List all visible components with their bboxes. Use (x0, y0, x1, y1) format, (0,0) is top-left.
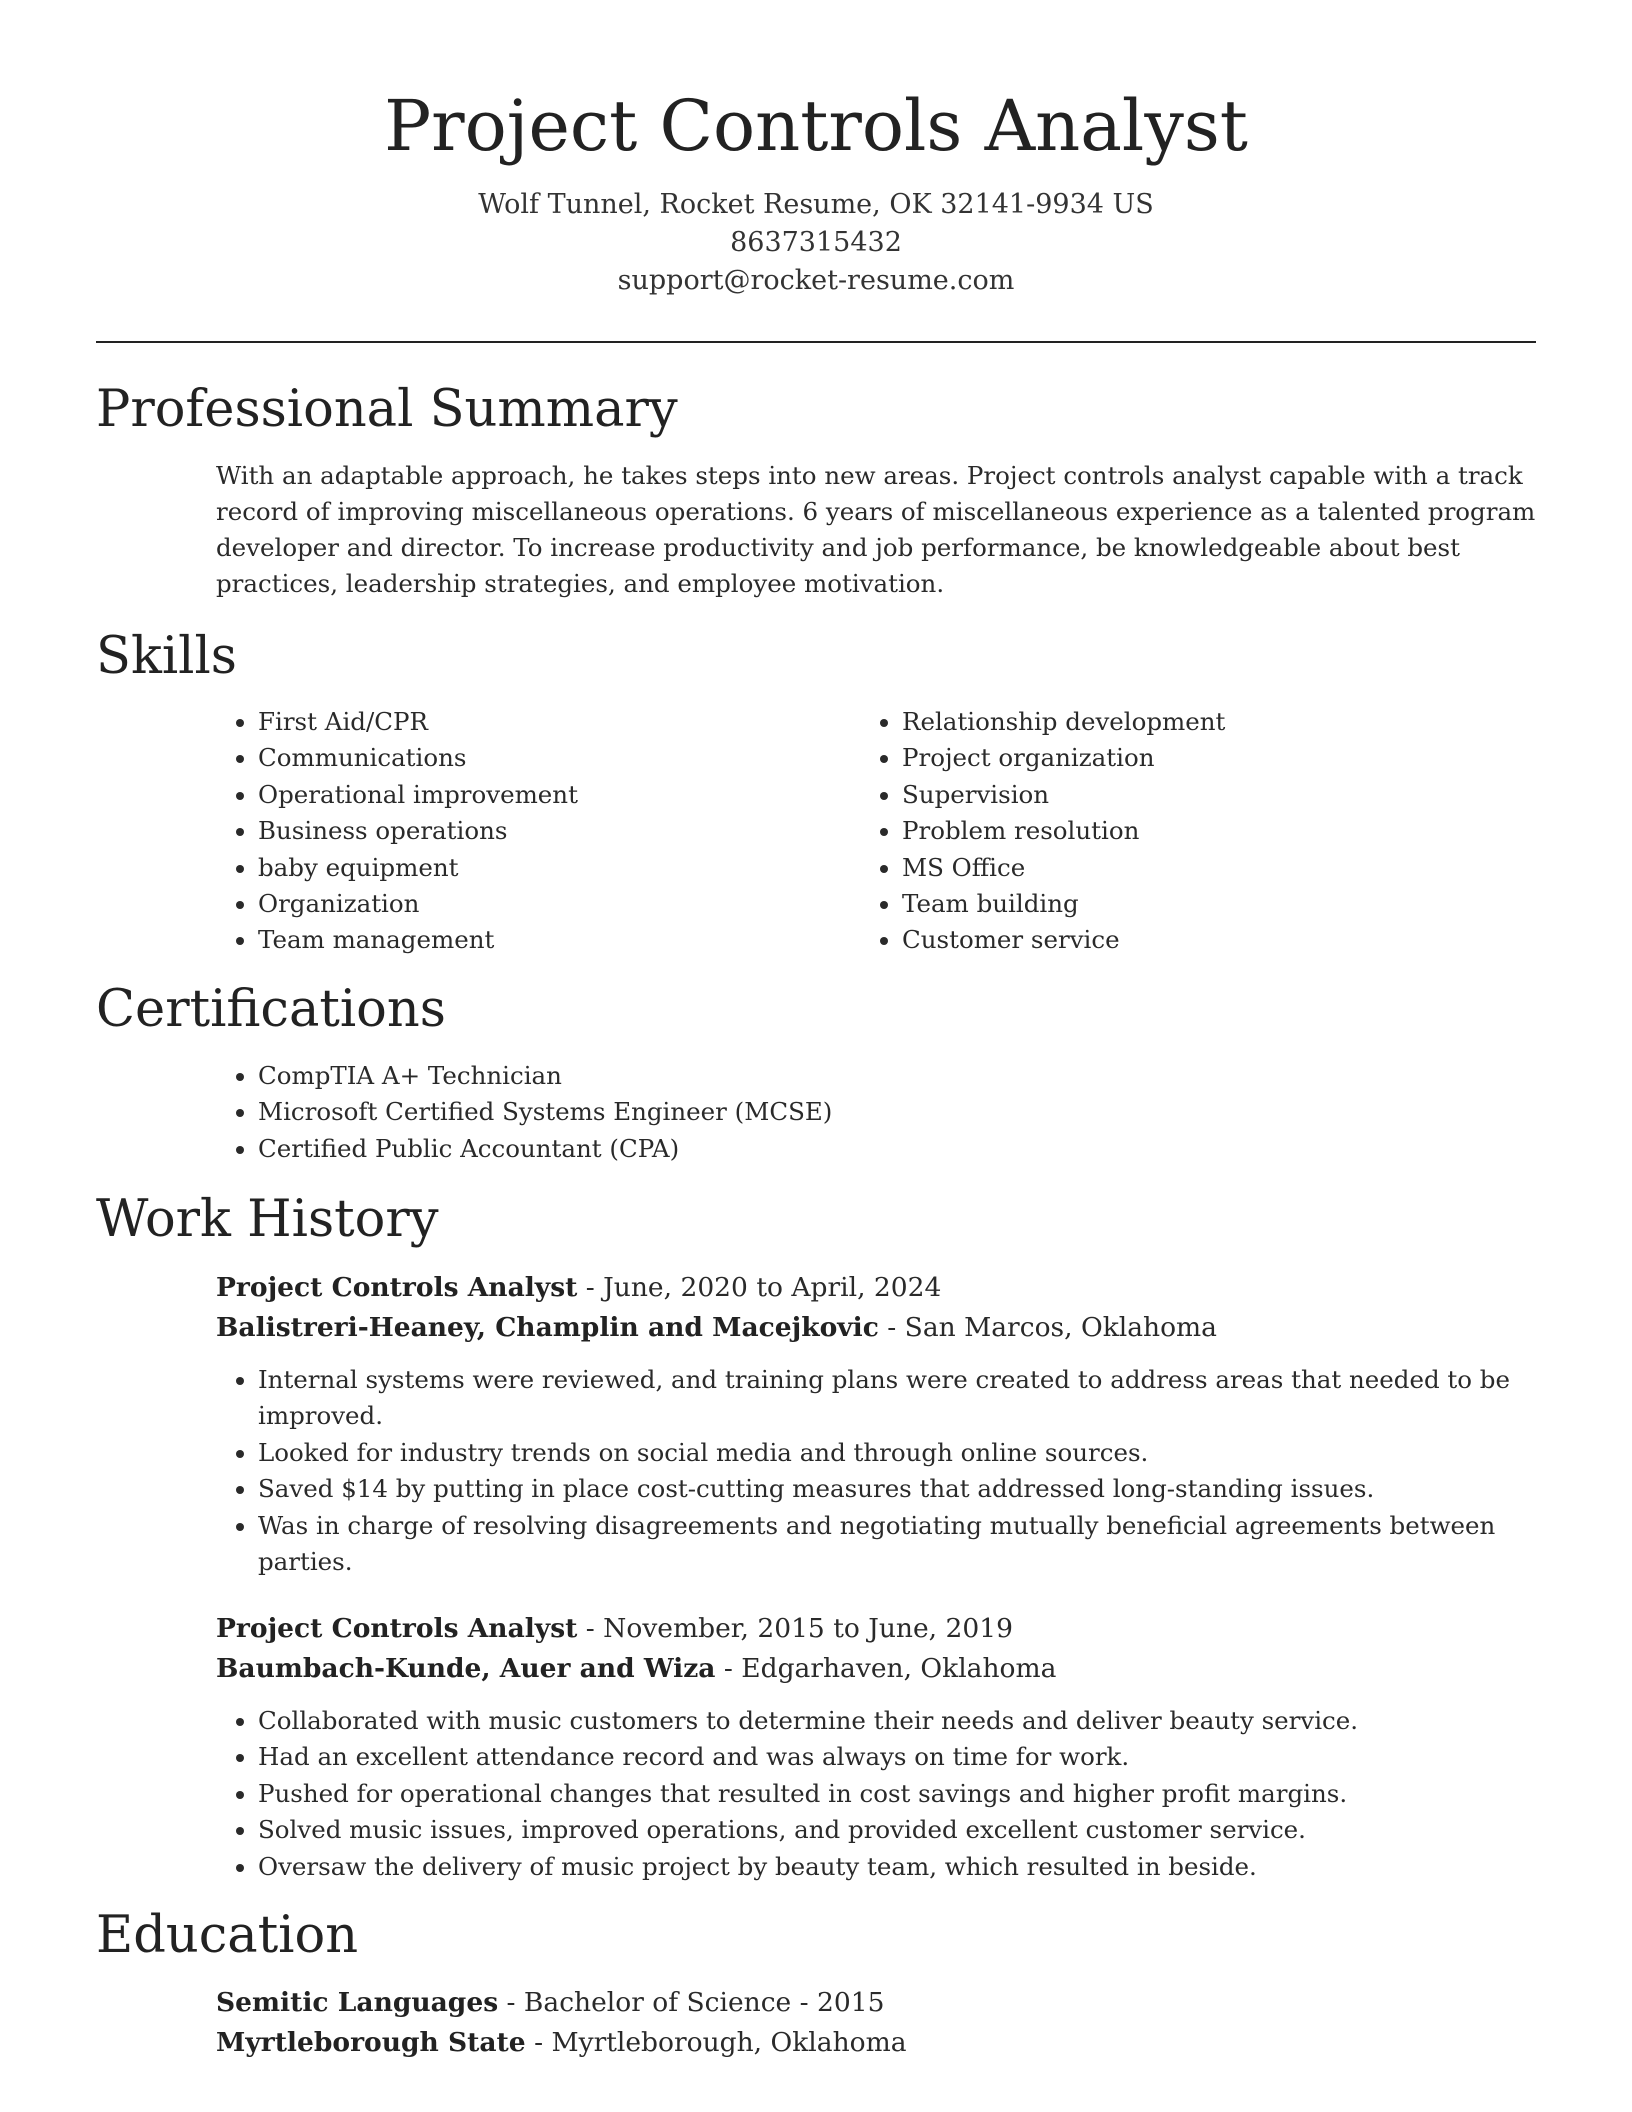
job-2-company: Baumbach-Kunde, Auer and Wiza (216, 1653, 716, 1684)
contact-email: support@rocket-resume.com (617, 265, 1015, 296)
job-2-dates: - November, 2015 to June, 2019 (577, 1613, 1013, 1644)
job-1-title-line (216, 1268, 1536, 1308)
education-location: - Myrtleborough, Oklahoma (525, 2027, 907, 2058)
job-bullet-item: • Internal systems were reviewed, and training plans were created to address areas that needed to be improved. (258, 1362, 1518, 1435)
summary-text: With an adaptable approach, he takes steps into new areas. Project controls analyst capable with a track record of improving miscellaneous operations. 6 years of miscellaneous experience as a talented program developer and director. To increase productivity and job performance, be knowledgeable about best practices, leadership strategies, and employee motivation. (216, 461, 1536, 598)
job-bullet-item: • Oversaw the delivery of music project by beauty team, which resulted in beside. (258, 1849, 1518, 1885)
job-bullet-item: • Solved music issues, improved operations, and provided excellent customer service. (258, 1812, 1518, 1848)
job-1-bullets (214, 1362, 1518, 1580)
skill-item: • Project organization (902, 740, 1502, 776)
skill-item: • Business operations (258, 813, 848, 849)
job-bullet-item: • Collaborated with music customers to determine their needs and deliver beauty service. (258, 1703, 1518, 1739)
summary-title: Professional Summary (96, 380, 678, 439)
skill-item: • Supervision (902, 777, 1502, 813)
skills-title: Skills (96, 627, 237, 686)
education-title: Education (96, 1906, 359, 1965)
skills-list-left (214, 704, 848, 959)
skill-item: • baby equipment (258, 850, 848, 886)
education-school: Myrtleborough State (216, 2027, 526, 2058)
job-1-location: - San Marcos, Oklahoma (878, 1312, 1217, 1343)
skills-list-right (858, 704, 1502, 959)
resume-header (96, 80, 1536, 300)
job-1-company: Balistreri-Heaney, Champlin and Macejkovic (216, 1312, 879, 1343)
skill-item: • MS Office (902, 850, 1502, 886)
job-2-bullets (214, 1703, 1518, 1885)
skill-item: • Organization (258, 886, 848, 922)
job-1-role: Project Controls Analyst (216, 1272, 578, 1303)
job-bullet-item: • Was in charge of resolving disagreements and negotiating mutually beneficial agreements between parties. (258, 1508, 1518, 1581)
skill-item: • Problem resolution (902, 813, 1502, 849)
certifications-list (214, 1058, 1458, 1167)
job-bullet-item: • Pushed for operational changes that resulted in cost savings and higher profit margins. (258, 1776, 1518, 1812)
certifications-title: Certifications (96, 980, 446, 1039)
skill-item: • First Aid/CPR (258, 704, 848, 740)
job-2-title-line (216, 1609, 1536, 1649)
job-2-location: - Edgarhaven, Oklahoma (715, 1653, 1057, 1684)
contact-info (96, 186, 1536, 300)
job-1-dates: - June, 2020 to April, 2024 (577, 1272, 942, 1303)
education-degree-line (216, 1983, 1536, 2023)
education-school-line (216, 2023, 1536, 2063)
job-1-company-line (216, 1308, 1536, 1348)
header-divider (96, 341, 1536, 343)
education-degree: - Bachelor of Science - 2015 (498, 1987, 885, 2018)
resume-name: Project Controls Analyst (384, 85, 1248, 167)
skill-item: • Team building (902, 886, 1502, 922)
job-bullet-item: • Saved $14 by putting in place cost-cutting measures that addressed long-standing issues. (258, 1471, 1518, 1507)
job-2-role: Project Controls Analyst (216, 1613, 578, 1644)
skill-item: • Communications (258, 740, 848, 776)
education-field: Semitic Languages (216, 1987, 499, 2018)
skill-item: • Operational improvement (258, 777, 848, 813)
certification-item: • Microsoft Certified Systems Engineer (MCSE) (258, 1094, 1458, 1130)
job-2-company-line (216, 1649, 1536, 1689)
contact-address: Wolf Tunnel, Rocket Resume, OK 32141-9934 US (478, 189, 1154, 220)
job-bullet-item: • Had an excellent attendance record and was always on time for work. (258, 1739, 1518, 1775)
certification-item: • CompTIA A+ Technician (258, 1058, 1458, 1094)
skill-item: • Team management (258, 922, 848, 958)
certification-item: • Certified Public Accountant (CPA) (258, 1131, 1458, 1167)
skill-item: • Relationship development (902, 704, 1502, 740)
skill-item: • Customer service (902, 922, 1502, 958)
work-title: Work History (96, 1190, 439, 1249)
job-bullet-item: • Looked for industry trends on social media and through online sources. (258, 1435, 1518, 1471)
contact-phone: 8637315432 (730, 227, 902, 258)
